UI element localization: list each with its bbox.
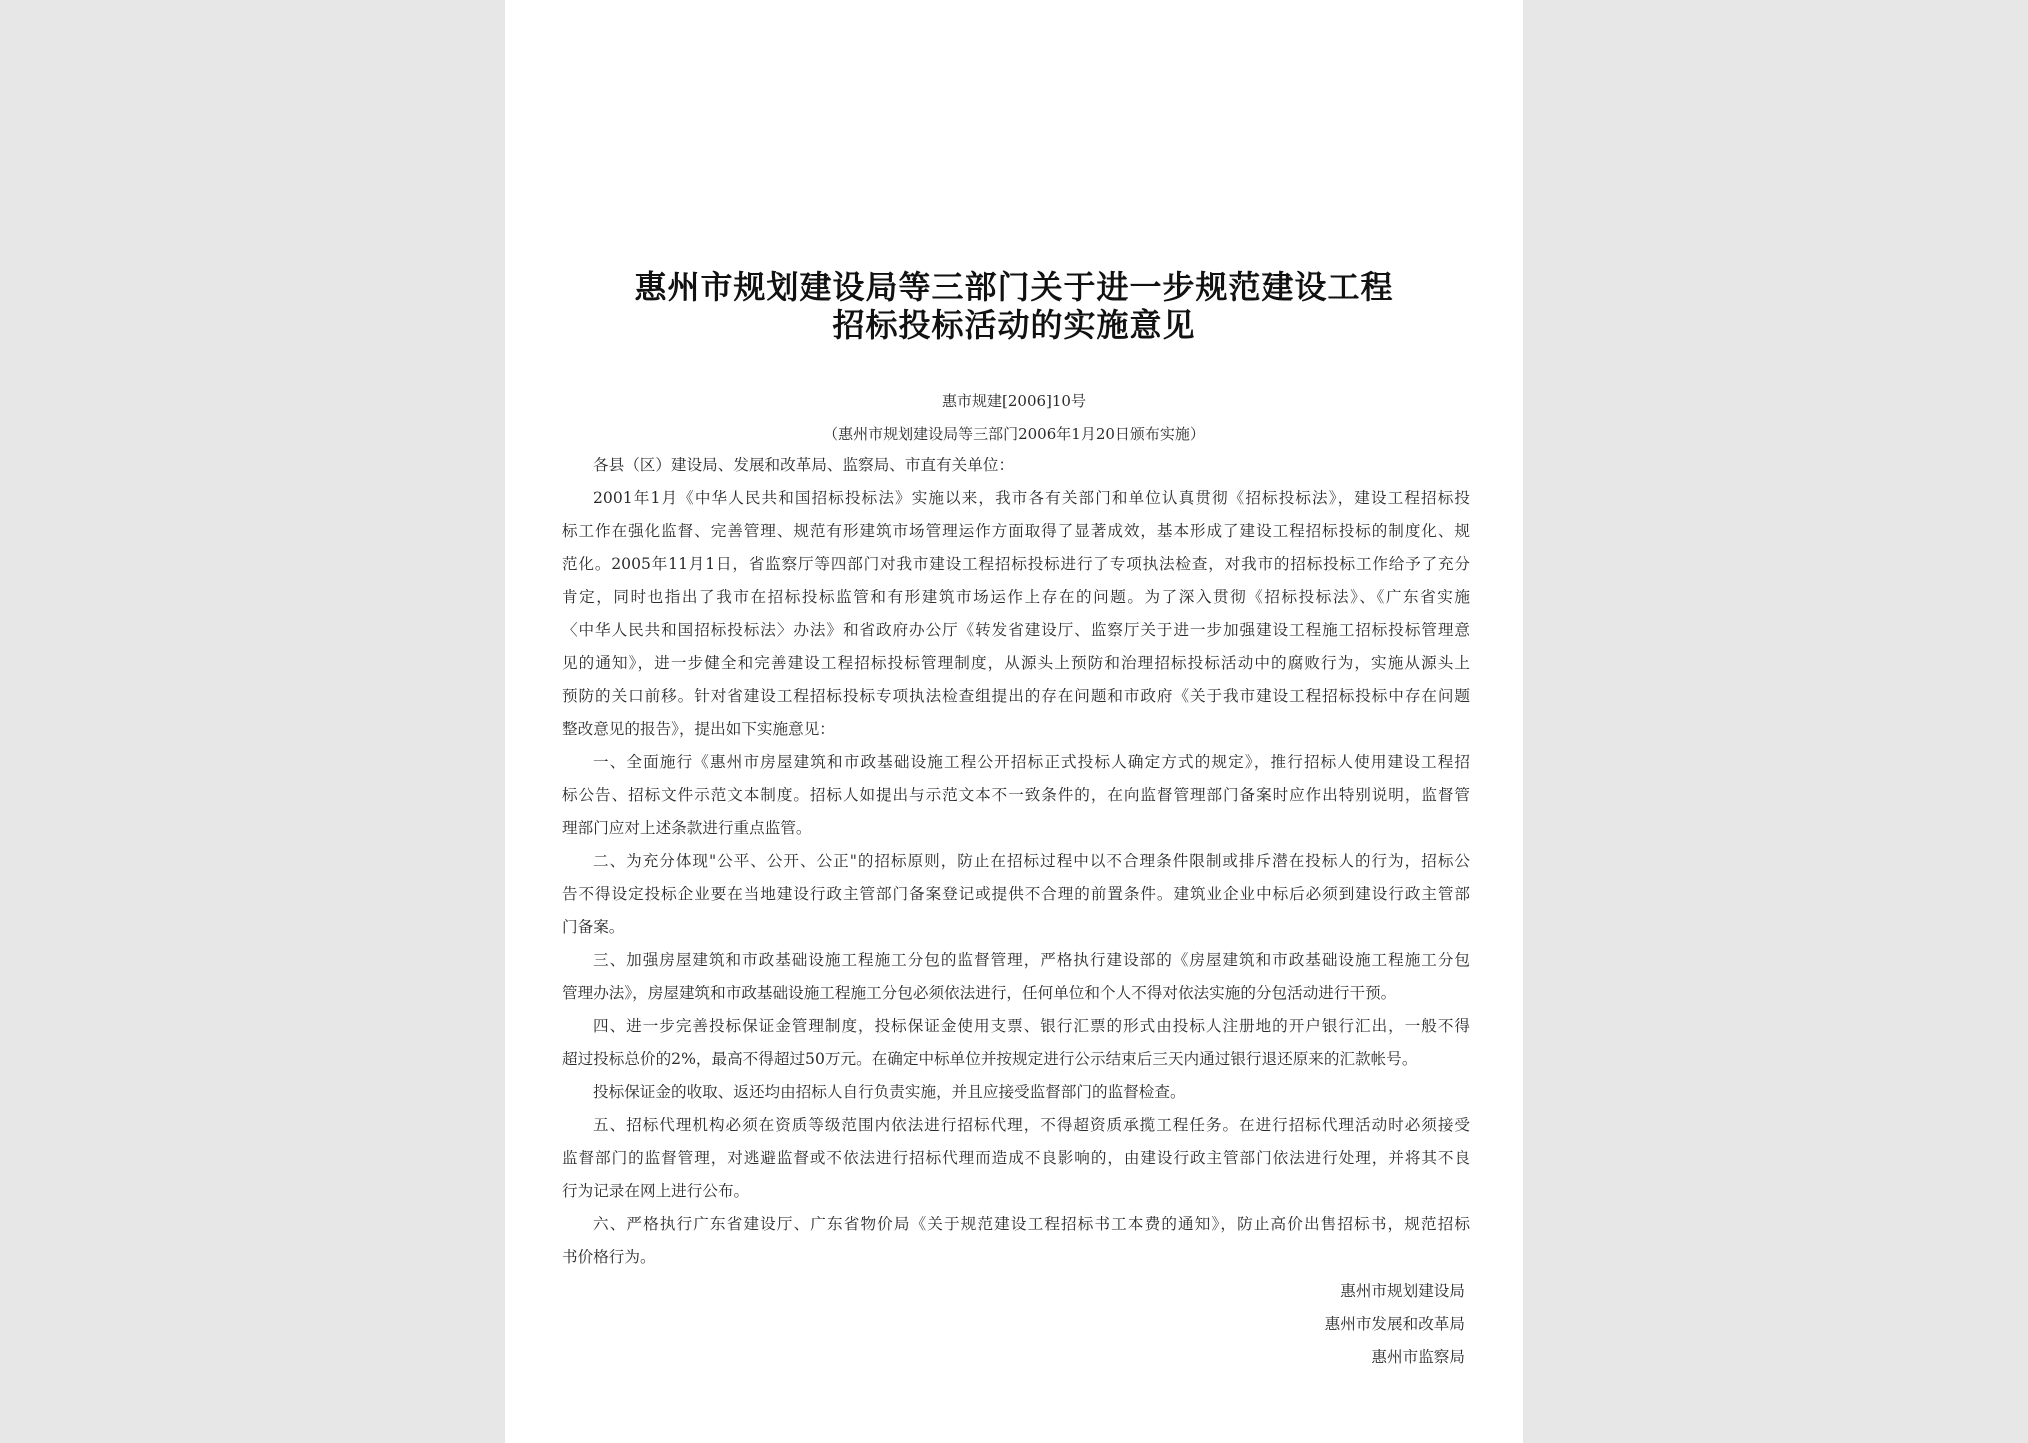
signatory: 惠州市规划建设局 <box>1340 1282 1465 1300</box>
salutation: 各县（区）建设局、发展和改革局、监察局、市直有关单位： <box>593 456 1015 474</box>
item-5-line: 五、招标代理机构必须在资质等级范围内依法进行招标代理，不得超资质承揽工程任务。在进行招标代理活动时必须接受 <box>593 1116 1470 1134</box>
item-2-line: 告不得设定投标企业要在当地建设行政主管部门备案登记或提供不合理的前置条件。建筑业企业中标后必须到建设行政主管部 <box>562 885 1470 903</box>
intro-line: 肯定，同时也指出了我市在招标投标监管和有形建筑市场运作上存在的问题。为了深入贯彻《招标投标法》、《广东省实施 <box>562 588 1470 606</box>
issued-note: （惠州市规划建设局等三部门2006年1月20日颁布实施） <box>823 425 1205 443</box>
item-3-line: 三、加强房屋建筑和市政基础设施工程施工分包的监督管理，严格执行建设部的《房屋建筑和市政基础设施工程施工分包 <box>593 951 1470 969</box>
item-4-line: 四、进一步完善投标保证金管理制度，投标保证金使用支票、银行汇票的形式由投标人注册地的开户银行汇出，一般不得 <box>593 1017 1470 1035</box>
document-title-line-2: 招标投标活动的实施意见 <box>832 306 1196 344</box>
item-2-line: 二、为充分体现"公平、公开、公正"的招标原则，防止在招标过程中以不合理条件限制或排斥潜在投标人的行为，招标公 <box>593 852 1470 870</box>
item-4-line: 超过投标总价的2%，最高不得超过50万元。在确定中标单位并按规定进行公示结束后三天内通过银行退还原来的汇款帐号。 <box>562 1050 1418 1068</box>
intro-line: 预防的关口前移。针对省建设工程招标投标专项执法检查组提出的存在问题和市政府《关于我市建设工程招标投标中存在问题 <box>562 687 1470 705</box>
intro-line: 见的通知》，进一步健全和完善建设工程招标投标管理制度，从源头上预防和治理招标投标活动中的腐败行为，实施从源头上 <box>562 654 1470 672</box>
item-3-line: 管理办法》，房屋建筑和市政基础设施工程施工分包必须依法进行，任何单位和个人不得对依法实施的分包活动进行干预。 <box>562 984 1397 1002</box>
item-6-line: 书价格行为。 <box>562 1248 656 1266</box>
document-number: 惠市规建[2006]10号 <box>942 392 1086 410</box>
signatory: 惠州市发展和改革局 <box>1324 1315 1465 1333</box>
item-5-line: 监督部门的监督管理，对逃避监督或不依法进行招标代理而造成不良影响的，由建设行政主管部门依法进行处理，并将其不良 <box>562 1149 1470 1167</box>
intro-line: 范化。2005年11月1日，省监察厅等四部门对我市建设工程招标投标进行了专项执法检查，对我市的招标投标工作给予了充分 <box>562 555 1470 573</box>
intro-line: 整改意见的报告》，提出如下实施意见： <box>562 720 835 738</box>
item-5-line: 行为记录在网上进行公布。 <box>562 1182 750 1200</box>
intro-line: 2001年1月《中华人民共和国招标投标法》实施以来，我市各有关部门和单位认真贯彻《招标投标法》，建设工程招标投 <box>593 489 1470 507</box>
document-page <box>505 0 1523 1443</box>
item-1-line: 一、全面施行《惠州市房屋建筑和市政基础设施工程公开招标正式投标人确定方式的规定》，推行招标人使用建设工程招 <box>593 753 1470 771</box>
item-6-line: 六、严格执行广东省建设厅、广东省物价局《关于规范建设工程招标书工本费的通知》，防止高价出售招标书，规范招标 <box>593 1215 1470 1233</box>
signatory: 惠州市监察局 <box>1371 1348 1465 1366</box>
item-1-line: 理部门应对上述条款进行重点监管。 <box>562 819 812 837</box>
intro-line: 〈中华人民共和国招标投标法〉办法》和省政府办公厅《转发省建设厅、监察厅关于进一步加强建设工程施工招标投标管理意 <box>562 621 1470 639</box>
item-1-line: 标公告、招标文件示范文本制度。招标人如提出与示范文本不一致条件的，在向监督管理部门备案时应作出特别说明，监督管 <box>562 786 1470 804</box>
intro-line: 标工作在强化监督、完善管理、规范有形建筑市场管理运作方面取得了显著成效，基本形成了建设工程招标投标的制度化、规 <box>562 522 1470 540</box>
document-title-line-1: 惠州市规划建设局等三部门关于进一步规范建设工程 <box>634 268 1394 306</box>
item-2-line: 门备案。 <box>562 918 625 936</box>
item-4-extra: 投标保证金的收取、返还均由招标人自行负责实施，并且应接受监督部门的监督检查。 <box>593 1083 1186 1101</box>
